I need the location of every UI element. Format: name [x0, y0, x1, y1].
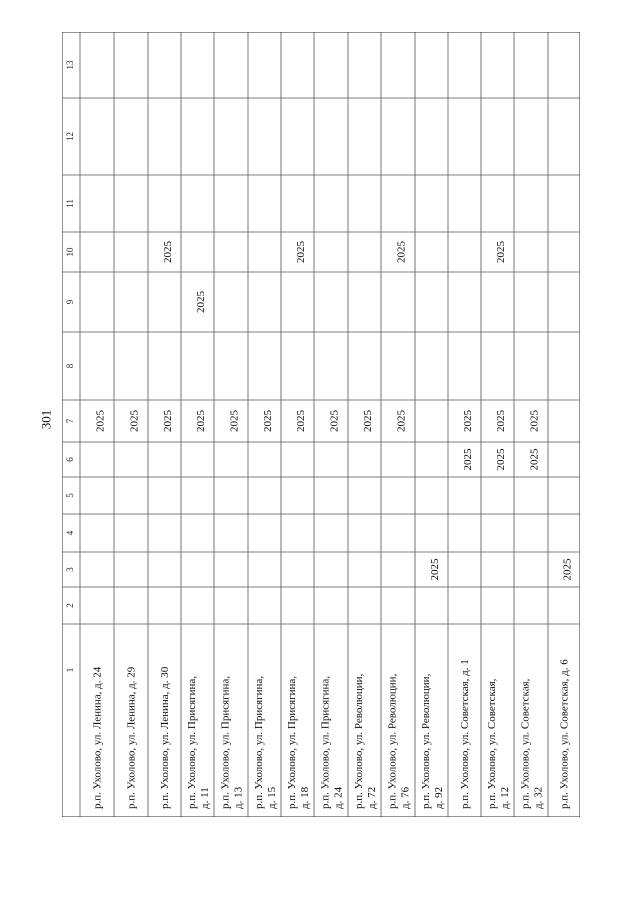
- page-number: 301: [38, 409, 54, 430]
- year-cell: 2025: [495, 448, 508, 471]
- column-header: 2: [65, 603, 76, 608]
- column-header: 10: [65, 247, 76, 257]
- address-cell-line2: д. 92: [433, 786, 446, 809]
- year-cell: 2025: [528, 448, 541, 471]
- address-cell: р.п. Ухолово, ул. Присягина,: [219, 675, 232, 809]
- address-cell-line2: д. 12: [499, 786, 512, 809]
- address-cell: р.п. Ухолово, ул. Советская, д. 6: [558, 659, 571, 809]
- year-cell: 2025: [128, 410, 141, 432]
- year-cell: 2025: [228, 410, 241, 432]
- year-cell: 2025: [362, 410, 375, 432]
- column-header: 8: [65, 363, 76, 369]
- year-cell: 2025: [295, 410, 308, 432]
- address-cell: р.п. Ухолово, ул. Ленина, д. 29: [125, 666, 138, 809]
- address-cell: р.п. Ухолово, ул. Советская, д. 1: [459, 659, 472, 809]
- address-cell: р.п. Ухолово, ул. Присягина,: [253, 675, 266, 809]
- address-cell: р.п. Ухолово, ул. Ленина, д. 24: [91, 666, 104, 809]
- year-cell: 2025: [395, 410, 408, 432]
- year-cell: 2025: [395, 241, 408, 263]
- rotated-table: [62, 32, 580, 817]
- address-cell-line2: д. 24: [332, 786, 345, 809]
- year-cell: 2025: [495, 410, 508, 432]
- address-cell-line2: д. 18: [299, 786, 312, 809]
- address-cell: р.п. Ухолово, ул. Революции,: [420, 673, 433, 809]
- year-cell: 2025: [462, 410, 475, 432]
- address-cell: р.п. Ухолово, ул. Советская,: [486, 678, 499, 809]
- year-cell: 2025: [328, 410, 341, 432]
- column-header: 12: [65, 132, 76, 141]
- year-cell: 2025: [94, 410, 107, 432]
- column-header: 6: [65, 457, 76, 462]
- address-cell: р.п. Ухолово, ул. Присягина,: [286, 675, 299, 809]
- column-header: 4: [65, 530, 76, 536]
- table-svg: [62, 32, 580, 817]
- year-cell: 2025: [195, 410, 208, 432]
- column-header: 11: [65, 199, 76, 208]
- column-header: 1: [65, 667, 76, 673]
- address-cell-line2: д. 11: [199, 787, 212, 809]
- address-cell-line2: д. 32: [532, 786, 545, 809]
- address-cell-line2: д. 13: [232, 786, 245, 809]
- address-cell-line2: д. 72: [366, 786, 379, 809]
- column-header: 7: [65, 418, 76, 424]
- address-cell: р.п. Ухолово, ул. Ленина, д. 30: [159, 666, 172, 809]
- year-cell: 2025: [162, 241, 175, 263]
- column-header: 9: [65, 299, 76, 305]
- column-header: 5: [65, 493, 76, 498]
- column-header: 3: [65, 567, 76, 572]
- year-cell: 2025: [429, 558, 442, 581]
- address-cell: р.п. Ухолово, ул. Присягина,: [319, 675, 332, 809]
- year-cell: 2025: [295, 241, 308, 263]
- year-cell: 2025: [561, 558, 574, 581]
- address-cell: р.п. Ухолово, ул. Советская,: [519, 678, 532, 809]
- year-cell: 2025: [528, 410, 541, 432]
- address-cell-line2: д. 15: [266, 786, 279, 809]
- year-cell: 2025: [462, 448, 475, 471]
- column-header: 13: [65, 60, 76, 70]
- address-cell-line2: д. 76: [399, 786, 412, 809]
- address-cell: р.п. Ухолово, ул. Присягина,: [186, 675, 199, 809]
- year-cell: 2025: [195, 291, 208, 313]
- year-cell: 2025: [162, 410, 175, 432]
- address-cell: р.п. Ухолово, ул. Революции,: [386, 673, 399, 809]
- year-cell: 2025: [262, 410, 275, 432]
- year-cell: 2025: [495, 241, 508, 263]
- address-cell: р.п. Ухолово, ул. Революции,: [353, 673, 366, 809]
